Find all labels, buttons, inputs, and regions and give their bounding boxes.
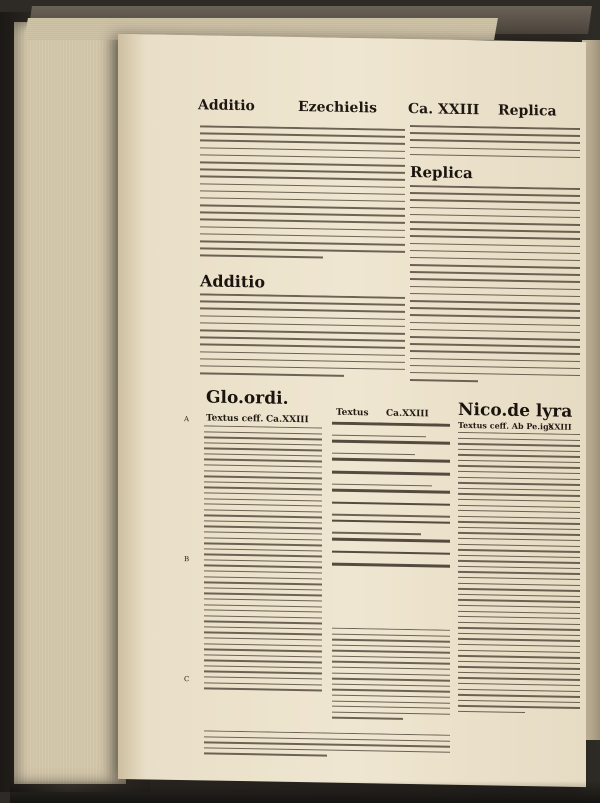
glosa-heading: Glo.ordi. [206, 387, 289, 409]
additio-heading: Additio [200, 271, 266, 292]
running-head-left: Additio [198, 97, 255, 115]
textus-main-column [332, 422, 450, 624]
glosa-bottom-left [204, 730, 450, 774]
textus-mid-chapter: Ca.XXIII [386, 408, 429, 420]
lyra-right-chapter: XXIII [548, 421, 572, 432]
textus-mid-label: Textus [336, 407, 369, 419]
page-edges [14, 22, 126, 784]
textus-left-chapter: Ca.XXIII [266, 414, 309, 426]
replica-heading: Replica [410, 163, 473, 183]
textus-left-label: Textus ceff. [206, 413, 264, 425]
lyra-heading: Nico.de lyra [458, 399, 573, 422]
replica-text [410, 185, 580, 398]
upper-right-text [410, 125, 580, 168]
glosa-left-column [204, 425, 322, 727]
running-head-right: Replica [498, 102, 557, 120]
running-head-center: Ezechielis [298, 99, 377, 117]
running-head [198, 97, 578, 126]
textus-right-label: Textus ceff. Ab Pe.igs [458, 419, 554, 432]
printed-page [118, 34, 586, 787]
side-note-c: C [184, 675, 190, 684]
bottom-shadow [10, 781, 600, 803]
additio-text [200, 293, 405, 389]
running-head-chapter: Ca. XXIII [408, 100, 480, 119]
glosa-lower-column [332, 628, 450, 740]
side-note-a: A [184, 415, 190, 424]
side-note-b: B [184, 555, 190, 564]
upper-left-text [200, 125, 405, 277]
lyra-column [458, 432, 580, 754]
